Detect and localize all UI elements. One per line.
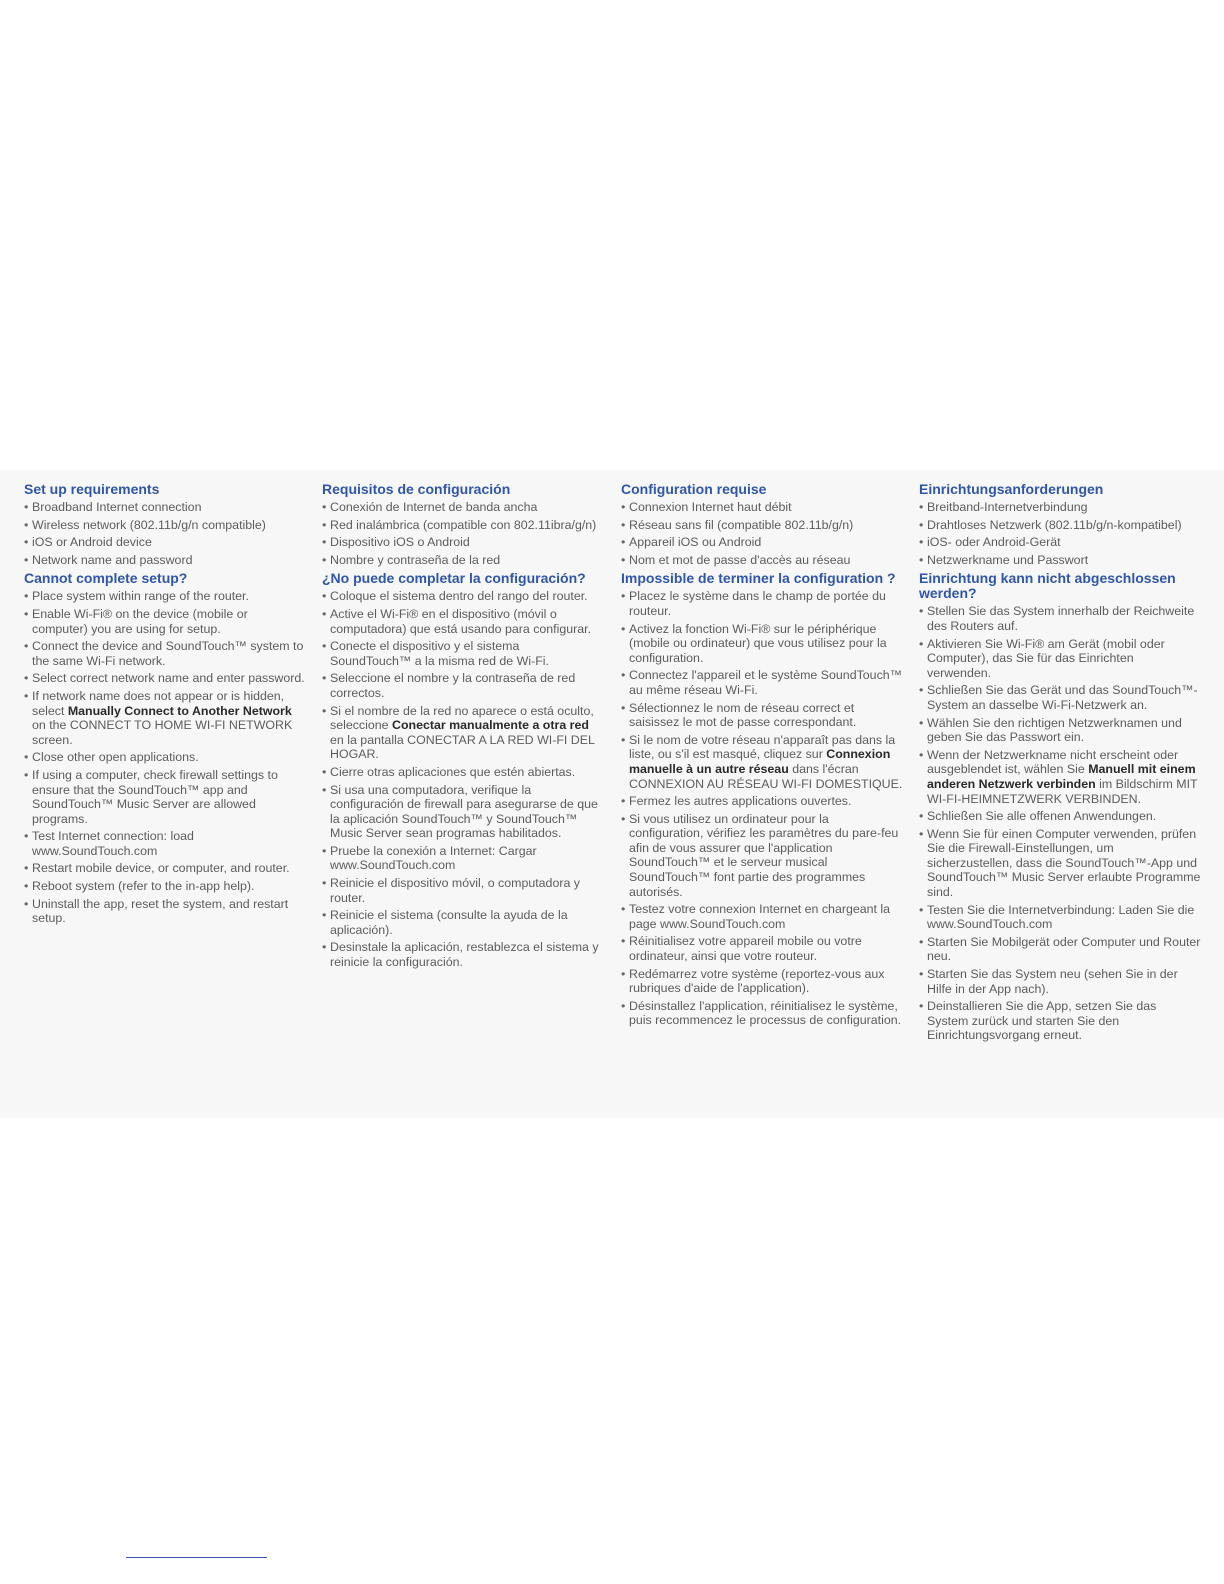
requirement-item: • Dispositivo iOS o Android bbox=[322, 535, 604, 550]
requirement-item: • Wireless network (802.11b/g/n compatible) bbox=[24, 518, 306, 533]
column-english bbox=[24, 482, 306, 929]
troubleshooting-item: • Testez votre connexion Internet en chargeant la page www.SoundTouch.com bbox=[621, 902, 903, 931]
requirements-list bbox=[919, 500, 1201, 567]
item-text: on the CONNECT TO HOME WI-FI NETWORK screen. bbox=[32, 718, 293, 747]
item-text: Wenn der Netzwerkname nicht erscheint oder ausgeblendet ist, wählen Sie bbox=[927, 747, 1179, 777]
troubleshooting-list bbox=[322, 589, 604, 969]
troubleshooting-item: • Active el Wi-Fi® en el dispositivo (móvil o computadora) que está usando para configurar. bbox=[322, 607, 604, 636]
footer-rule bbox=[126, 1557, 267, 1558]
requirement-item: • Broadband Internet connection bbox=[24, 500, 306, 515]
item-text: dans l'écran CONNEXION AU RÉSEAU WI-FI DOMESTIQUE. bbox=[629, 761, 903, 791]
requirement-item: • Netzwerkname und Passwort bbox=[919, 553, 1201, 568]
troubleshooting-item: • Wählen Sie den richtigen Netzwerknamen und geben Sie das Passwort ein. bbox=[919, 716, 1201, 745]
requirement-item: • Nombre y contraseña de la red bbox=[322, 553, 604, 568]
troubleshooting-item: • Connect the device and SoundTouch™ system to the same Wi-Fi network. bbox=[24, 639, 306, 668]
troubleshooting-item: • Schließen Sie alle offenen Anwendungen. bbox=[919, 809, 1201, 824]
troubleshooting-list bbox=[919, 604, 1201, 1043]
requirements-list bbox=[24, 500, 306, 567]
requirement-item: • Réseau sans fil (compatible 802.11b/g/n) bbox=[621, 518, 903, 533]
troubleshooting-item: • Testen Sie die Internetverbindung: Laden Sie die www.SoundTouch.com bbox=[919, 903, 1201, 932]
troubleshooting-item: • Activez la fonction Wi-Fi® sur le périphérique (mobile ou ordinateur) que vous utilisez pour la configuration. bbox=[621, 622, 903, 666]
troubleshooting-item: • Placez le système dans le champ de portée du routeur. bbox=[621, 589, 903, 618]
troubleshooting-item: • If using a computer, check firewall settings to ensure that the SoundTouch™ app and SoundTouch™ Music Server are allowed programs. bbox=[24, 768, 306, 826]
requirements-heading: Configuration requise bbox=[621, 481, 767, 497]
requirements-list bbox=[322, 500, 604, 567]
troubleshooting-item: • Wenn Sie für einen Computer verwenden, prüfen Sie die Firewall-Einstellungen, um sicherzustellen, dass die SoundTouch™-App und SoundTouch™ Music Server erlaubte Programme sind. bbox=[919, 827, 1201, 900]
troubleshooting-heading: Impossible de terminer la configuration ? bbox=[621, 570, 896, 587]
requirements-heading: Einrichtungsanforderungen bbox=[919, 481, 1104, 497]
troubleshooting-heading: Cannot complete setup? bbox=[24, 570, 188, 587]
requirement-item: • Network name and password bbox=[24, 553, 306, 568]
column-french bbox=[621, 482, 903, 1031]
troubleshooting-item: • Conecte el dispositivo y el sistema SoundTouch™ a la misma red de Wi-Fi. bbox=[322, 639, 604, 668]
troubleshooting-item: • Reboot system (refer to the in-app help). bbox=[24, 879, 306, 894]
requirement-item: • Breitband-Internetverbindung bbox=[919, 500, 1201, 515]
troubleshooting-item: • Deinstallieren Sie die App, setzen Sie das System zurück und starten Sie den Einrichtungsvorgang erneut. bbox=[919, 999, 1201, 1043]
troubleshooting-item: • Coloque el sistema dentro del rango del router. bbox=[322, 589, 604, 604]
troubleshooting-heading: ¿No puede completar la configuración? bbox=[322, 570, 586, 587]
troubleshooting-item bbox=[621, 733, 903, 791]
requirement-item: • Appareil iOS ou Android bbox=[621, 535, 903, 550]
troubleshooting-item: • Uninstall the app, reset the system, and restart setup. bbox=[24, 897, 306, 926]
item-emphasis: Manuell mit einem anderen Netzwerk verbinden bbox=[927, 762, 1196, 791]
requirement-item: • Nom et mot de passe d'accès au réseau bbox=[621, 553, 903, 568]
requirements-list bbox=[621, 500, 903, 567]
item-text: im Bildschirm MIT WI-FI-HEIMNETZWERK VERBINDEN. bbox=[927, 776, 1198, 806]
requirements-heading: Requisitos de configuración bbox=[322, 481, 511, 497]
requirement-item: • Conexión de Internet de banda ancha bbox=[322, 500, 604, 515]
troubleshooting-item: • Si vous utilisez un ordinateur pour la configuration, vérifiez les paramètres du pare-feu afin de vous assurer que l'application SoundTouch™ et le serveur musical SoundTouch™ font partie des programmes autorisés. bbox=[621, 812, 903, 900]
column-spanish bbox=[322, 482, 604, 973]
requirement-item: • iOS- oder Android-Gerät bbox=[919, 535, 1201, 550]
troubleshooting-item: • Schließen Sie das Gerät und das SoundTouch™-System an dasselbe Wi-Fi-Netzwerk an. bbox=[919, 683, 1201, 712]
requirement-item: • Red inalámbrica (compatible con 802.11ibra/g/n) bbox=[322, 518, 604, 533]
troubleshooting-item: • Si usa una computadora, verifique la configuración de firewall para asegurarse de que la aplicación SoundTouch™ y SoundTouch™ Music Server sean programas habilitados. bbox=[322, 783, 604, 841]
requirements-heading: Set up requirements bbox=[24, 481, 160, 497]
item-text: Si el nombre de la red no aparece o está oculto, seleccione bbox=[330, 703, 594, 733]
troubleshooting-list bbox=[621, 589, 903, 1028]
troubleshooting-item: • Reinicie el dispositivo móvil, o computadora y router. bbox=[322, 876, 604, 905]
item-emphasis: Conectar manualmente a otra red bbox=[392, 718, 589, 733]
troubleshooting-item: • Pruebe la conexión a Internet: Cargar www.SoundTouch.com bbox=[322, 844, 604, 873]
troubleshooting-item: • Starten Sie Mobilgerät oder Computer und Router neu. bbox=[919, 935, 1201, 964]
troubleshooting-item: • Close other open applications. bbox=[24, 750, 306, 765]
requirement-item: • Drahtloses Netzwerk (802.11b/g/n-kompatibel) bbox=[919, 518, 1201, 533]
troubleshooting-item: • Sélectionnez le nom de réseau correct et saisissez le mot de passe correspondant. bbox=[621, 701, 903, 730]
column-german bbox=[919, 482, 1201, 1046]
troubleshooting-item: • Connectez l'appareil et le système SoundTouch™ au même réseau Wi-Fi. bbox=[621, 668, 903, 697]
troubleshooting-item: • Desinstale la aplicación, restablezca el sistema y reinicie la configuración. bbox=[322, 940, 604, 969]
troubleshooting-item: • Seleccione el nombre y la contraseña de red correctos. bbox=[322, 671, 604, 700]
item-emphasis: Connexion manuelle à un autre réseau bbox=[629, 747, 891, 776]
troubleshooting-heading: Einrichtung kann nicht abgeschlossen werden? bbox=[919, 570, 1176, 602]
item-emphasis: Manually Connect to Another Network bbox=[67, 703, 292, 718]
troubleshooting-item: • Enable Wi-Fi® on the device (mobile or computer) you are using for setup. bbox=[24, 607, 306, 636]
troubleshooting-item bbox=[24, 689, 306, 747]
item-text: en la pantalla CONECTAR A LA RED WI-FI DEL HOGAR. bbox=[330, 732, 595, 762]
troubleshooting-item: • Réinitialisez votre appareil mobile ou votre ordinateur, ainsi que votre routeur. bbox=[621, 934, 903, 963]
troubleshooting-item: • Place system within range of the router. bbox=[24, 589, 306, 604]
troubleshooting-item: • Test Internet connection: load www.SoundTouch.com bbox=[24, 829, 306, 858]
troubleshooting-item: • Aktivieren Sie Wi-Fi® am Gerät (mobil oder Computer), das Sie für das Einrichten verwenden. bbox=[919, 637, 1201, 681]
troubleshooting-item bbox=[919, 748, 1201, 806]
troubleshooting-item: • Désinstallez l'application, réinitialisez le système, puis recommencez le processus de configuration. bbox=[621, 999, 903, 1028]
troubleshooting-item: • Fermez les autres applications ouvertes. bbox=[621, 794, 903, 809]
item-text: If network name does not appear or is hidden, select bbox=[32, 688, 285, 718]
troubleshooting-list bbox=[24, 589, 306, 925]
troubleshooting-item bbox=[322, 704, 604, 762]
requirement-item: • iOS or Android device bbox=[24, 535, 306, 550]
item-text: Si le nom de votre réseau n'apparaît pas dans la liste, ou s'il est masqué, cliquez sur bbox=[629, 732, 896, 762]
troubleshooting-item: • Starten Sie das System neu (sehen Sie in der Hilfe in der App nach). bbox=[919, 967, 1201, 996]
troubleshooting-item: • Cierre otras aplicaciones que estén abiertas. bbox=[322, 765, 604, 780]
troubleshooting-item: • Reinicie el sistema (consulte la ayuda de la aplicación). bbox=[322, 908, 604, 937]
troubleshooting-item: • Select correct network name and enter password. bbox=[24, 671, 306, 686]
requirement-item: • Connexion Internet haut débit bbox=[621, 500, 903, 515]
troubleshooting-item: • Redémarrez votre système (reportez-vous aux rubriques d'aide de l'application). bbox=[621, 967, 903, 996]
troubleshooting-item: • Restart mobile device, or computer, and router. bbox=[24, 861, 306, 876]
troubleshooting-item: • Stellen Sie das System innerhalb der Reichweite des Routers auf. bbox=[919, 604, 1201, 633]
